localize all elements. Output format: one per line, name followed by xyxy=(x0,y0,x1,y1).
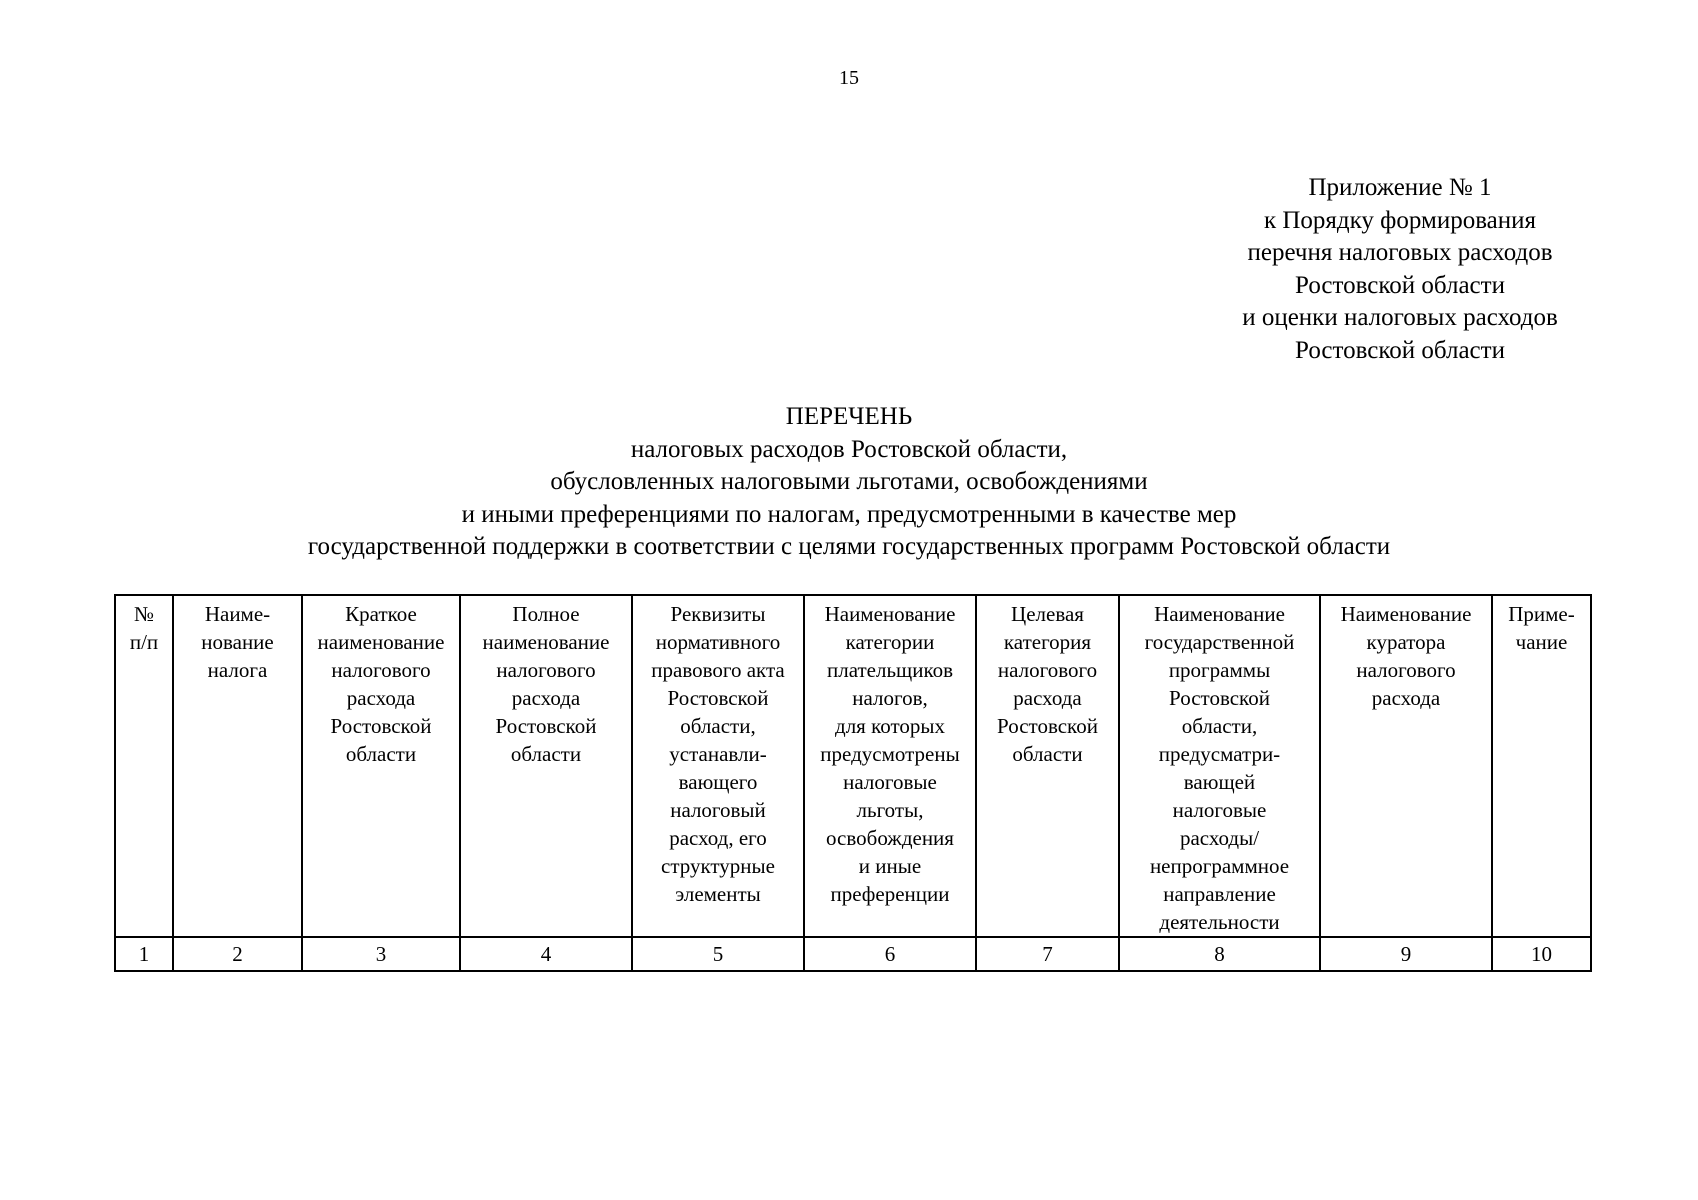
document-heading: ПЕРЕЧЕНЬ xyxy=(785,403,913,430)
column-header-line: Наименование xyxy=(824,602,956,626)
column-header-line: налоговый xyxy=(670,798,766,822)
column-header-line: устанавли- xyxy=(669,742,767,766)
column-header-line: наименование xyxy=(482,630,610,654)
column-header-line: направление xyxy=(1163,882,1276,906)
column-header xyxy=(1320,595,1492,937)
tax-expenditure-table xyxy=(114,594,1592,972)
column-header-line: Ростовской xyxy=(330,714,432,738)
appendix-line: Приложение № 1 xyxy=(1308,174,1492,201)
appendix-reference xyxy=(1180,172,1620,367)
column-header xyxy=(115,595,173,937)
document-subtitle-line: и иными преференциями по налогам, предусмотренными в качестве мер xyxy=(461,500,1237,528)
column-header-line: налога xyxy=(207,658,268,682)
column-header-line: расхода xyxy=(511,686,581,710)
column-header-line: категория xyxy=(1003,630,1092,654)
column-header-line: Наиме- xyxy=(204,602,271,626)
document-subtitle-line: налоговых расходов Ростовской области, xyxy=(630,435,1068,463)
column-header-line: программы xyxy=(1168,658,1271,682)
column-header-line: Наименование xyxy=(1154,602,1285,626)
column-header-line: государственной xyxy=(1144,630,1295,654)
column-header-line: налогового xyxy=(997,658,1098,682)
column-header-line: Приме- xyxy=(1508,602,1575,626)
appendix-line: к Порядку формирования xyxy=(1263,206,1537,234)
column-header-line: льготы, xyxy=(856,798,924,822)
column-header-line: Ростовской xyxy=(495,714,597,738)
column-header-line: преференции xyxy=(830,882,950,906)
column-header xyxy=(632,595,804,937)
appendix-line: Ростовской области xyxy=(1295,336,1505,364)
column-header-line: непрограммное xyxy=(1149,854,1290,878)
column-number-cell: 9 xyxy=(1320,937,1492,971)
column-header-line: и иные xyxy=(858,854,922,878)
document-title xyxy=(0,401,1698,564)
column-header xyxy=(804,595,976,937)
column-number-cell: 8 xyxy=(1119,937,1320,971)
appendix-line: и оценки налоговых расходов xyxy=(1242,304,1558,331)
column-header-line: предусматри- xyxy=(1158,742,1281,766)
column-header xyxy=(302,595,460,937)
column-header-line: расходы/ xyxy=(1179,826,1260,850)
column-header-line: куратора xyxy=(1366,630,1446,654)
column-header-line: налоговые xyxy=(1172,798,1267,822)
column-header-line: налогового xyxy=(331,658,431,682)
column-header-line: расхода xyxy=(346,686,416,710)
page-number: 15 xyxy=(839,67,859,89)
column-number-cell: 5 xyxy=(632,937,804,971)
column-header-line: нование xyxy=(201,630,274,654)
column-header-line: плательщиков xyxy=(826,658,953,682)
column-header-line: расхода xyxy=(1013,686,1082,710)
column-header-line: чание xyxy=(1515,630,1568,654)
column-header xyxy=(1492,595,1591,937)
table-column-number-row xyxy=(115,937,1591,971)
column-header-line: № xyxy=(133,602,155,626)
column-header xyxy=(976,595,1119,937)
column-header-line: структурные xyxy=(661,854,775,878)
column-header-line: Краткое xyxy=(345,602,417,626)
column-header-line: налогов, xyxy=(852,686,928,710)
column-header-line: деятельности xyxy=(1159,910,1280,934)
column-header xyxy=(173,595,302,937)
column-header-line: налогового xyxy=(496,658,596,682)
document-subtitle-line: государственной поддержки в соответствии с целями государственных программ Ростовской области xyxy=(307,533,1391,560)
column-header-line: правового акта xyxy=(651,658,785,682)
column-header-line: области xyxy=(1012,742,1083,766)
column-header-line: вающей xyxy=(1183,770,1256,794)
column-header-line: области, xyxy=(680,714,756,738)
column-header-line: области xyxy=(345,742,417,766)
column-header-line: категории xyxy=(845,630,935,654)
column-header-line: Целевая xyxy=(1011,602,1084,626)
column-header-line: Ростовской xyxy=(1169,686,1270,710)
column-header-line: расход, его xyxy=(669,826,767,850)
column-number-cell: 1 xyxy=(115,937,173,971)
column-header-line: области, xyxy=(1181,714,1258,738)
column-header-line: области xyxy=(510,742,582,766)
column-number-cell: 7 xyxy=(976,937,1119,971)
column-header-line: Ростовской xyxy=(667,686,769,710)
column-header-line: Наименование xyxy=(1340,602,1472,626)
column-number-cell: 2 xyxy=(173,937,302,971)
column-header-line: Полное xyxy=(512,602,580,626)
column-header-line: для которых xyxy=(835,714,945,738)
column-header-line: Ростовской xyxy=(997,714,1098,738)
column-header xyxy=(1119,595,1320,937)
column-header-line: Реквизиты xyxy=(670,602,766,626)
column-number-cell: 6 xyxy=(804,937,976,971)
column-header-line: п/п xyxy=(129,630,159,654)
column-header-line: налоговые xyxy=(843,770,937,794)
document-subtitle-line: обусловленных налоговыми льготами, освобождениями xyxy=(550,468,1148,495)
column-header xyxy=(460,595,632,937)
column-header-line: налогового xyxy=(1356,658,1456,682)
appendix-line: перечня налоговых расходов xyxy=(1247,239,1553,266)
column-header-line: предусмотрены xyxy=(820,742,960,766)
column-header-line: наименование xyxy=(317,630,445,654)
table-header-row xyxy=(115,595,1591,937)
column-number-cell: 10 xyxy=(1492,937,1591,971)
column-header-line: вающего xyxy=(678,770,758,794)
column-header-line: расхода xyxy=(1371,686,1441,710)
column-header-line: нормативного xyxy=(655,630,781,654)
column-number-cell: 4 xyxy=(460,937,632,971)
column-number-cell: 3 xyxy=(302,937,460,971)
column-header-line: освобождения xyxy=(826,826,954,850)
appendix-line: Ростовской области xyxy=(1295,271,1505,299)
column-header-line: элементы xyxy=(675,882,761,906)
